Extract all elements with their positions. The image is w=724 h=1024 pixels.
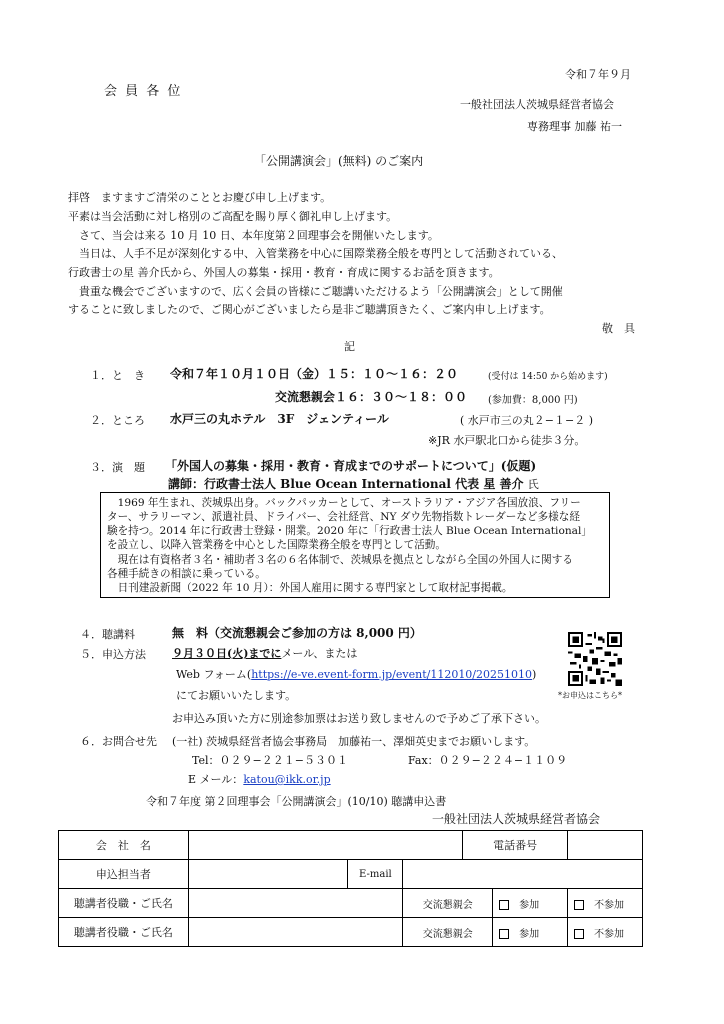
lecture-title: 「外国人の募集・採用・教育・育成までのサポートについて」(仮題) xyxy=(165,459,537,473)
speaker xyxy=(168,475,539,492)
attendee-label: 聴講者役職・ご氏名 xyxy=(59,918,189,947)
table-row xyxy=(59,831,643,860)
profile-line: 験を持つ。2014 年に行政書士登録・開業。2020 年に「行政書士法人 Blue Ocean International」 xyxy=(107,525,592,537)
apply-note: お申込み頂いた方に別途参加票はお送り致しませんので予めご了承下さい。 xyxy=(172,712,546,725)
topic-label: ３．演 題 xyxy=(90,461,145,474)
company-label: 会 社 名 xyxy=(59,831,189,860)
contact-email-line xyxy=(188,771,331,787)
document-date: 令和７年９月 xyxy=(565,68,631,81)
attendee-input[interactable] xyxy=(188,918,403,947)
contact-org: (一社) 茨城県経営者協会事務局 加藤祐一、澤畑英史までお願いします。 xyxy=(172,735,536,748)
phone-input[interactable] xyxy=(568,831,643,860)
social-time: 交流懇親会１６：３０～１８：００ xyxy=(275,390,468,404)
when-label: １．と き xyxy=(90,369,145,382)
not-attend-text: 不参加 xyxy=(594,899,625,911)
where-label: ２．ところ xyxy=(90,414,145,427)
web-form-link[interactable]: https://e-ve.event-form.jp/event/112010/20251010 xyxy=(251,668,533,681)
contact-fax: Fax：０２９−２２４−１１０９ xyxy=(408,754,568,767)
addressee: 会 員 各 位 xyxy=(104,84,183,99)
venue-access: ※JR 水戸駅北口から徒歩３分。 xyxy=(428,434,586,447)
person-label: 申込担当者 xyxy=(59,860,189,889)
apply-line-1 xyxy=(172,645,357,661)
web-form-suffix: ) xyxy=(532,668,537,681)
profile-line: 日刊建設新聞（2022 年 10 月）：外国人雇用に関する専門家として取材記事掲載。 xyxy=(107,582,513,594)
attendee-input[interactable] xyxy=(188,889,403,918)
profile-line: 現在は有資格者３名・補助者３名の６名体制で、茨城県を拠点としながら全国の外国人に関する xyxy=(107,554,573,566)
table-row xyxy=(59,918,643,947)
body-line: 行政書士の星 善介氏から、外国人の募集・採用・教育・育成に関するお話を頂きます。 xyxy=(68,266,500,279)
contact-label: ６．お問合せ先 xyxy=(80,735,157,748)
not-attend-checkbox[interactable] xyxy=(574,929,584,939)
attend-checkbox[interactable] xyxy=(499,929,509,939)
form-title: 令和７年度 第２回理事会「公開講演会」(10/10) 聴講申込書 xyxy=(146,795,447,808)
contact-email-link[interactable]: katou@ikk.or.jp xyxy=(243,773,331,786)
form-org: 一般社団法人茨城県経営者協会 xyxy=(432,812,601,826)
qr-code-icon[interactable] xyxy=(568,632,622,686)
speaker-honorific: 氏 xyxy=(527,478,539,491)
venue: 水戸三の丸ホテル 3F ジェンティール xyxy=(170,412,389,426)
apply-line-3: にてお願いいたします。 xyxy=(176,689,297,702)
profile-line: ター、サラリーマン、派遣社員、ドライバー、会社経営、NY ダウ先物指数トレーダーなど多様な経 xyxy=(107,511,580,523)
table-row xyxy=(59,889,643,918)
table-row xyxy=(59,860,643,889)
profile-line: を設立し、以降入管業務を中心とした国際業務全般を専門として活動。 xyxy=(107,539,446,551)
apply-web-line xyxy=(176,666,536,682)
email-input[interactable] xyxy=(403,860,643,889)
fee-value: 無 料（交流懇親会ご参加の方は 8,000 円） xyxy=(172,626,422,640)
body-line: することに致しましたので、ご関心がございましたら是非ご聴講頂きたく、ご案内申し上げます。 xyxy=(68,303,551,316)
social-label: 交流懇親会 xyxy=(403,918,493,947)
sender-name: 専務理事 加藤 祐一 xyxy=(527,120,622,133)
reception-time: (受付は 14:50 から始めます) xyxy=(488,372,608,382)
not-attend-checkbox[interactable] xyxy=(574,900,584,910)
fee-label: ４．聴講料 xyxy=(80,628,135,641)
speaker-profile-box xyxy=(100,492,610,598)
body-line: 当日は、人手不足が深刻化する中、入管業務を中心に国際業務全般を専門として活動されている、 xyxy=(68,247,563,260)
phone-label: 電話番号 xyxy=(463,831,568,860)
sender-org: 一般社団法人茨城県経営者協会 xyxy=(460,98,614,111)
attendee-label: 聴講者役職・ご氏名 xyxy=(59,889,189,918)
web-form-prefix: Web フォーム( xyxy=(176,668,252,681)
person-input[interactable] xyxy=(188,860,348,889)
social-label: 交流懇親会 xyxy=(403,889,493,918)
email-label: E-mail xyxy=(348,860,403,889)
closing: 敬 具 xyxy=(602,322,635,335)
attend-text: 参加 xyxy=(519,928,540,940)
apply-after-deadline: メール、または xyxy=(281,647,358,660)
profile-line: 1969 年生まれ、茨城県出身。バックパッカーとして、オーストラリア・アジア各国放浪、フリー xyxy=(107,497,581,509)
attend-text: 参加 xyxy=(519,899,540,911)
not-attend-text: 不参加 xyxy=(594,928,625,940)
page-title: 「公開講演会」(無料) のご案内 xyxy=(254,154,424,168)
body-line: 貴重な機会でございますので、広く会員の皆様にご聴講いただけるよう「公開講演会」として開催 xyxy=(68,285,563,298)
qr-caption: *お申込はこちら* xyxy=(558,691,622,700)
contact-tel: Tel：０２９−２２１−５３０１ xyxy=(192,754,348,767)
apply-label: ５．申込方法 xyxy=(80,648,146,661)
not-attend-option[interactable] xyxy=(568,889,643,918)
application-form-table xyxy=(58,830,643,947)
body-line: さて、当会は来る 10 月 10 日、本年度第２回理事会を開催いたします。 xyxy=(68,229,439,242)
social-fee: (参加費：8,000 円) xyxy=(488,395,578,406)
body-line: 平素は当会活動に対し格別のご高配を賜り厚く御礼申し上げます。 xyxy=(68,210,398,223)
body-line: 拝啓 ますますご清栄のこととお慶び申し上げます。 xyxy=(68,191,332,204)
attend-option[interactable] xyxy=(493,889,568,918)
company-input[interactable] xyxy=(188,831,462,860)
event-datetime: 令和７年１０月１０日（金）１５：１０～１６：２０ xyxy=(170,367,459,381)
attend-option[interactable] xyxy=(493,918,568,947)
apply-deadline: ９月３０日(火)までに xyxy=(172,647,282,660)
attend-checkbox[interactable] xyxy=(499,900,509,910)
ki-heading: 記 xyxy=(344,340,355,353)
contact-email-label: E メール： xyxy=(188,773,244,786)
profile-line: 各種手続きの相談に乗っている。 xyxy=(107,568,266,580)
not-attend-option[interactable] xyxy=(568,918,643,947)
speaker-name: 講師：行政書士法人 Blue Ocean International 代表 星 善介 xyxy=(168,477,524,491)
venue-address: ( 水戸市三の丸２−１−２ ) xyxy=(460,414,594,427)
